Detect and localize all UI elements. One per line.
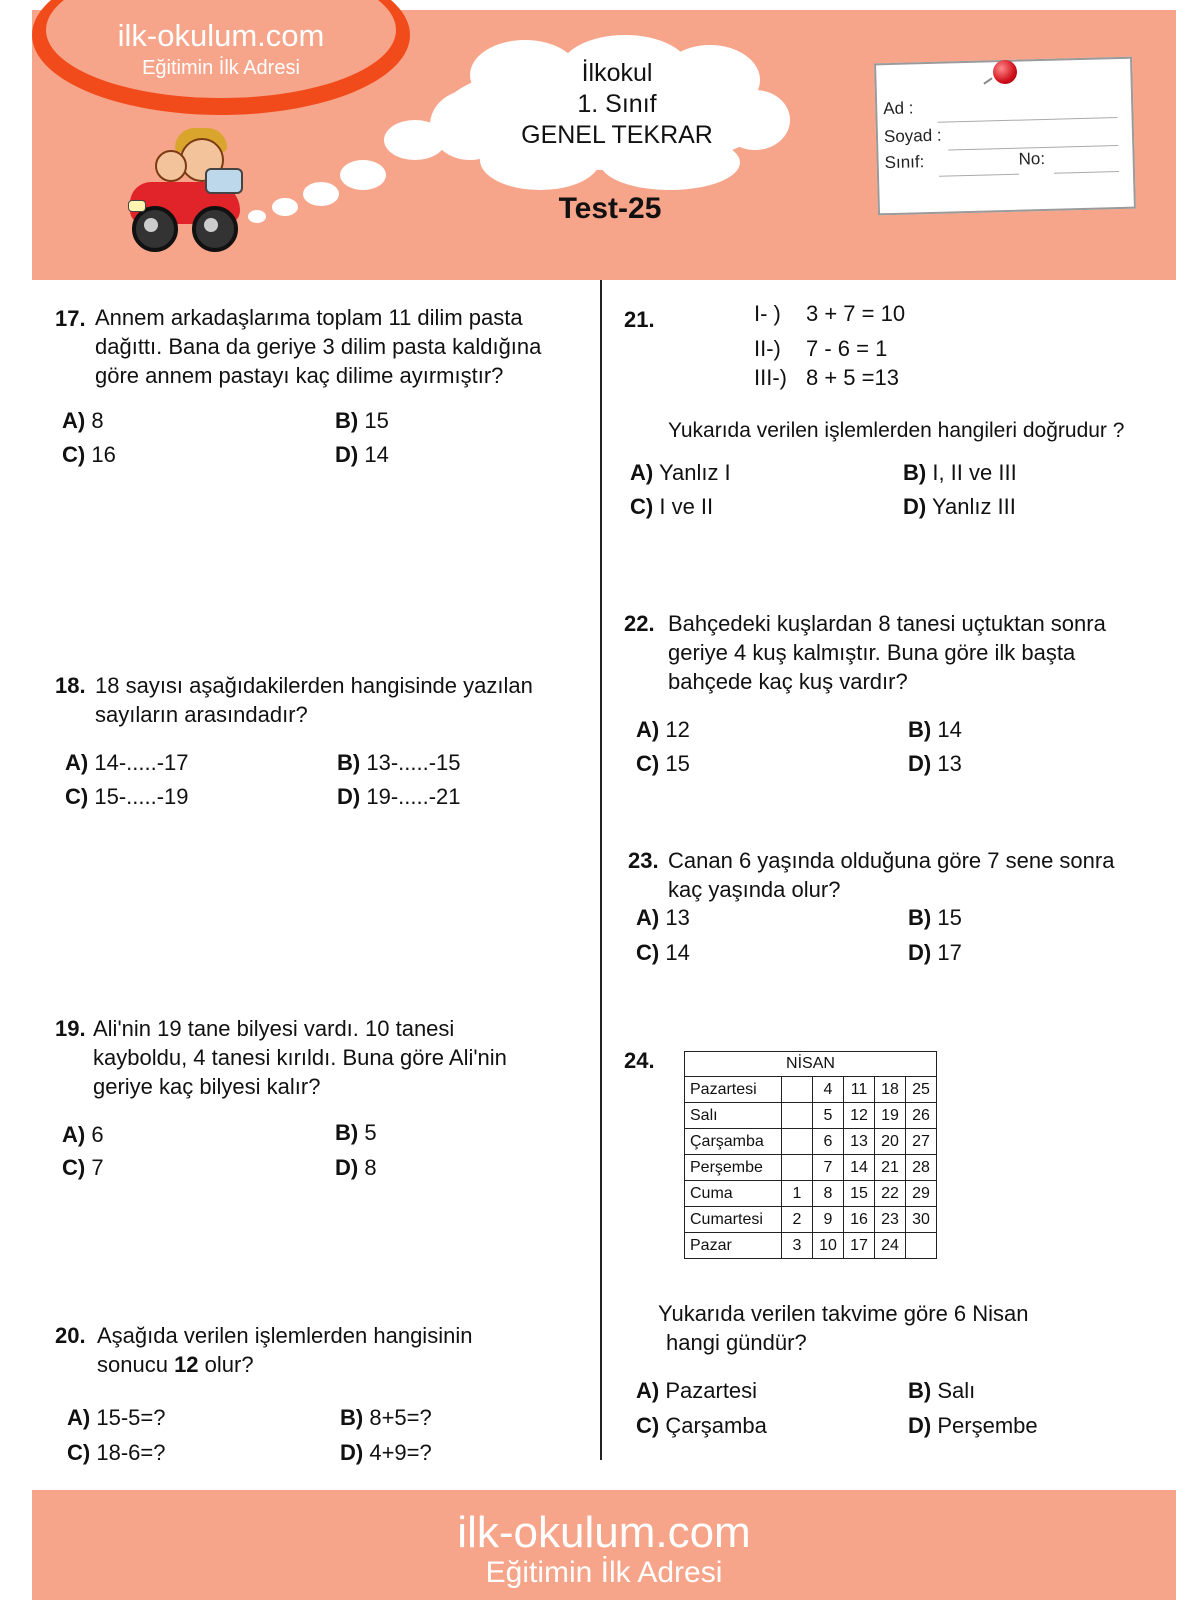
option-d[interactable]: D) Yanlız III	[903, 494, 1016, 519]
option-c[interactable]: C) 7	[62, 1155, 104, 1180]
option-a[interactable]: A) 14-.....-17	[65, 750, 189, 775]
option-c[interactable]: C) I ve II	[630, 494, 714, 519]
question-text: dağıttı. Bana da geriye 3 dilim pasta kaldığına	[95, 334, 542, 359]
calendar-date-cell: 14	[844, 1155, 875, 1181]
calendar-row	[685, 1155, 937, 1181]
question-text: kayboldu, 4 tanesi kırıldı. Buna göre Ali'nin	[93, 1045, 507, 1070]
option-c[interactable]: C) 16	[62, 442, 116, 467]
question-number: 17.	[55, 306, 86, 331]
question-text: sonucu 12 olur?	[97, 1352, 254, 1377]
calendar-row	[685, 1103, 937, 1129]
question-text: Ali'nin 19 tane bilyesi vardı. 10 tanesi	[93, 1016, 455, 1041]
calendar-date-cell: 13	[844, 1129, 875, 1155]
option-c[interactable]: C) 18-6=?	[67, 1440, 166, 1465]
calendar-date-cell: 29	[906, 1181, 937, 1207]
calendar-row	[685, 1077, 937, 1103]
column-divider	[600, 280, 602, 1460]
calendar-month: NİSAN	[685, 1052, 937, 1077]
option-b[interactable]: B) 15	[908, 905, 962, 930]
school-level: İlkokul	[581, 59, 653, 87]
pushpin-icon	[993, 60, 1017, 84]
footer-tagline: Eğitimin İlk Adresi	[485, 1556, 723, 1589]
question-text: sayıların arasındadır?	[95, 702, 308, 727]
option-b[interactable]: B) 13-.....-15	[337, 750, 461, 775]
calendar-date-cell: 3	[782, 1233, 813, 1259]
option-c[interactable]: C) Çarşamba	[636, 1413, 767, 1438]
calendar-date-cell: 19	[875, 1103, 906, 1129]
question-number: 24.	[624, 1048, 655, 1073]
calendar-date-cell: 23	[875, 1207, 906, 1233]
question-text: Bahçedeki kuşlardan 8 tanesi uçtuktan sonra	[668, 611, 1106, 636]
option-a[interactable]: A) Yanlız I	[630, 460, 731, 485]
question-text: geriye 4 kuş kalmıştır. Buna göre ilk başta	[668, 640, 1076, 665]
calendar-date-cell: 27	[906, 1129, 937, 1155]
question-text: Yukarıda verilen işlemlerden hangileri doğrudur ?	[668, 419, 1125, 442]
calendar-row	[685, 1181, 937, 1207]
calendar-date-cell: 28	[906, 1155, 937, 1181]
grade: 1. Sınıf	[577, 90, 657, 118]
statement-expression: 3 + 7 = 10	[806, 301, 906, 326]
question-text: geriye kaç bilyesi kalır?	[93, 1074, 321, 1099]
statement-expression: 7 - 6 = 1	[806, 336, 888, 361]
class-label: Sınıf:	[884, 152, 925, 173]
calendar-day-name: Cumartesi	[685, 1207, 782, 1233]
option-c[interactable]: C) 15-.....-19	[65, 784, 189, 809]
question-text: Annem arkadaşlarıma toplam 11 dilim pasta	[95, 305, 523, 330]
calendar-date-cell: 20	[875, 1129, 906, 1155]
calendar-date-cell: 22	[875, 1181, 906, 1207]
option-c[interactable]: C) 15	[636, 751, 690, 776]
calendar-date-cell: 30	[906, 1207, 937, 1233]
question-text: hangi gündür?	[666, 1330, 807, 1355]
calendar-date-cell	[782, 1129, 813, 1155]
calendar-date-cell: 24	[875, 1233, 906, 1259]
option-d[interactable]: D) 14	[335, 442, 389, 467]
option-b[interactable]: B) 5	[335, 1120, 377, 1145]
option-a[interactable]: A) Pazartesi	[636, 1378, 758, 1403]
calendar-row	[685, 1129, 937, 1155]
option-b[interactable]: B) 15	[335, 408, 389, 433]
calendar-date-cell: 10	[813, 1233, 844, 1259]
option-b[interactable]: B) 14	[908, 717, 962, 742]
calendar-date-cell: 21	[875, 1155, 906, 1181]
test-title: Test-25	[558, 192, 662, 225]
option-d[interactable]: D) 13	[908, 751, 962, 776]
question-number: 19.	[55, 1016, 86, 1041]
question-number: 18.	[55, 673, 86, 698]
name-label: Ad :	[882, 98, 914, 119]
calendar-date-cell: 7	[813, 1155, 844, 1181]
question-text: Aşağıda verilen işlemlerden hangisinin	[97, 1323, 473, 1348]
option-b[interactable]: B) 8+5=?	[340, 1405, 432, 1430]
calendar-date-cell: 16	[844, 1207, 875, 1233]
calendar-date-cell: 18	[875, 1077, 906, 1103]
calendar-day-name: Pazartesi	[685, 1077, 782, 1103]
calendar-date-cell: 26	[906, 1103, 937, 1129]
calendar-day-name: Cuma	[685, 1181, 782, 1207]
question-number: 21.	[624, 307, 655, 332]
option-a[interactable]: A) 8	[62, 408, 104, 433]
option-a[interactable]: A) 13	[636, 905, 690, 930]
option-a[interactable]: A) 12	[636, 717, 690, 742]
logo-site-name: ilk-okulum.com	[117, 18, 325, 53]
question-number: 22.	[624, 611, 655, 636]
calendar-date-cell	[782, 1155, 813, 1181]
footer-site-name: ilk-okulum.com	[457, 1508, 751, 1557]
question-text: Canan 6 yaşında olduğuna göre 7 sene sonra	[668, 848, 1115, 873]
calendar-date-cell: 11	[844, 1077, 875, 1103]
option-c[interactable]: C) 14	[636, 940, 690, 965]
statement-label: I- )	[754, 301, 781, 326]
statement-expression: 8 + 5 =13	[806, 365, 899, 390]
statement-label: III-)	[754, 365, 787, 390]
option-d[interactable]: D) 4+9=?	[340, 1440, 432, 1465]
calendar-date-cell: 15	[844, 1181, 875, 1207]
calendar-date-cell: 1	[782, 1181, 813, 1207]
calendar-date-cell: 6	[813, 1129, 844, 1155]
question-text: kaç yaşında olur?	[668, 877, 841, 902]
subject-title: GENEL TEKRAR	[521, 121, 713, 149]
option-b[interactable]: B) I, II ve III	[903, 460, 1017, 485]
calendar-date-cell: 4	[813, 1077, 844, 1103]
calendar-date-cell	[782, 1077, 813, 1103]
question-text: Yukarıda verilen takvime göre 6 Nisan	[658, 1301, 1029, 1326]
calendar-date-cell: 9	[813, 1207, 844, 1233]
calendar-day-name: Pazar	[685, 1233, 782, 1259]
calendar-date-cell: 5	[813, 1103, 844, 1129]
option-a[interactable]: A) 6	[62, 1122, 104, 1147]
calendar-date-cell	[906, 1233, 937, 1259]
calendar-day-name: Salı	[685, 1103, 782, 1129]
option-a[interactable]: A) 15-5=?	[67, 1405, 166, 1430]
option-d[interactable]: D) 19-.....-21	[337, 784, 461, 809]
statement-label: II-)	[754, 336, 781, 361]
calendar-date-cell: 8	[813, 1181, 844, 1207]
april-calendar-table	[684, 1051, 937, 1259]
question-text: bahçede kaç kuş vardır?	[668, 669, 908, 694]
logo-tagline: Eğitimin İlk Adresi	[142, 57, 300, 79]
calendar-row	[685, 1233, 937, 1259]
calendar-row	[685, 1207, 937, 1233]
option-b[interactable]: B) Salı	[908, 1378, 976, 1403]
question-number: 23.	[628, 848, 659, 873]
calendar-date-cell	[782, 1103, 813, 1129]
question-number: 20.	[55, 1323, 86, 1348]
option-d[interactable]: D) 17	[908, 940, 962, 965]
question-text: göre annem pastayı kaç dilime ayırmıştır?	[95, 363, 504, 388]
calendar-date-cell: 17	[844, 1233, 875, 1259]
calendar-date-cell: 25	[906, 1077, 937, 1103]
calendar-day-name: Perşembe	[685, 1155, 782, 1181]
option-d[interactable]: D) Perşembe	[908, 1413, 1038, 1438]
calendar-day-name: Çarşamba	[685, 1129, 782, 1155]
calendar-date-cell: 12	[844, 1103, 875, 1129]
number-label: No:	[1018, 148, 1046, 169]
question-text: 18 sayısı aşağıdakilerden hangisinde yazılan	[95, 673, 533, 698]
surname-label: Soyad :	[883, 125, 942, 147]
option-d[interactable]: D) 8	[335, 1155, 377, 1180]
calendar-date-cell: 2	[782, 1207, 813, 1233]
